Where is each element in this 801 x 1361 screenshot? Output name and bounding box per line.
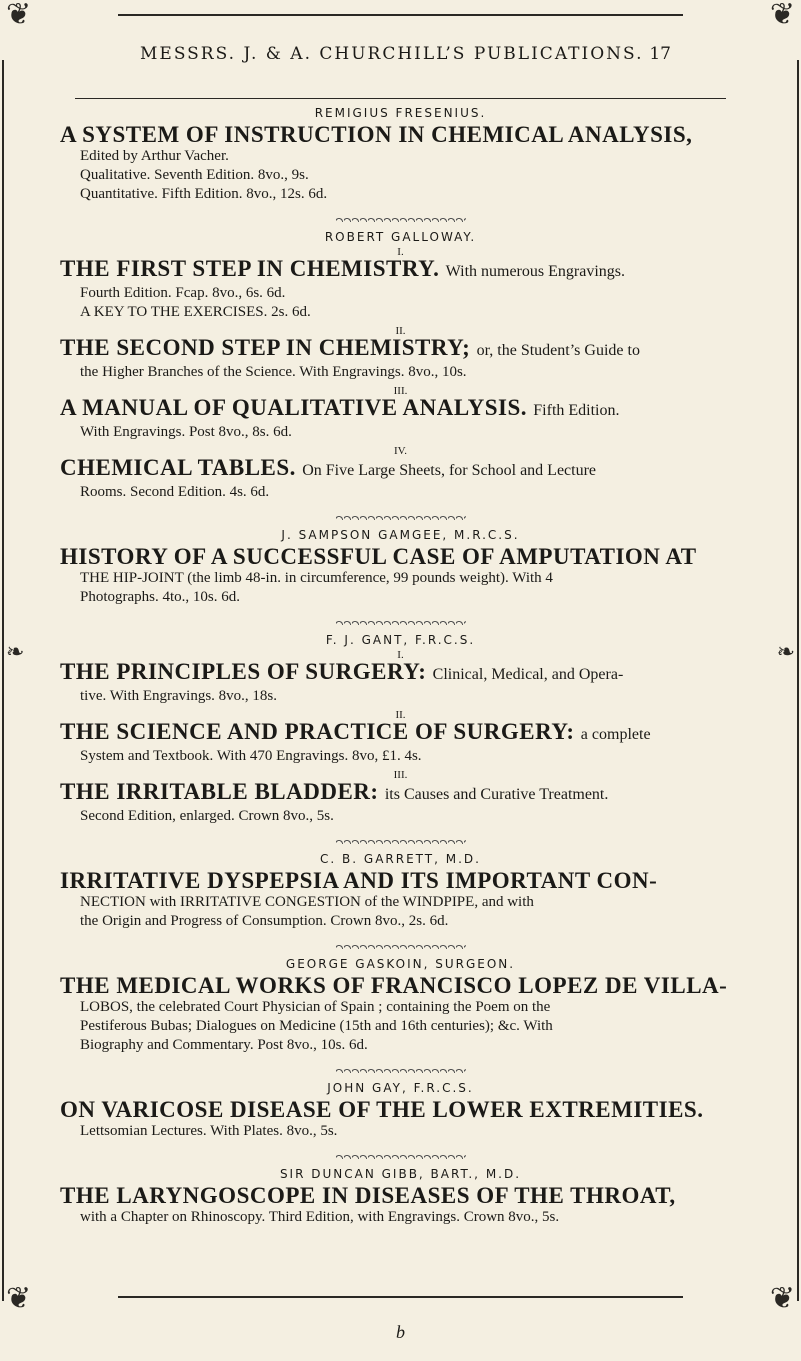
book-title-text: THE SECOND STEP IN CHEMISTRY; xyxy=(60,335,471,360)
book-title xyxy=(60,868,741,893)
book-title-text: ON VARICOSE DISEASE OF THE LOWER EXTREMITIES. xyxy=(60,1097,704,1122)
book-title xyxy=(60,455,741,483)
top-right-ornament-icon: ❦ xyxy=(769,0,795,32)
book-description-line: tive. With Engravings. 8vo., 18s. xyxy=(80,688,278,704)
book-description-line: the Origin and Progress of Consumption. Crown 8vo., 2s. 6d. xyxy=(80,913,449,929)
book-description-line: NECTION with IRRITATIVE CONGESTION of the WINDPIPE, and with xyxy=(80,894,534,910)
book-title-text: THE MEDICAL WORKS OF FRANCISCO LOPEZ DE VILLA- xyxy=(60,973,728,998)
book-title-text: THE FIRST STEP IN CHEMISTRY. xyxy=(60,256,440,281)
wavy-divider xyxy=(336,617,466,625)
book-description-line: Second Edition, enlarged. Crown 8vo., 5s. xyxy=(80,808,334,824)
book-title xyxy=(60,779,741,807)
book-entry xyxy=(60,122,741,204)
book-title xyxy=(60,335,741,363)
book-title-text: A SYSTEM OF INSTRUCTION IN CHEMICAL ANALYSIS, xyxy=(60,122,693,147)
running-header xyxy=(140,44,671,64)
entry-numeral: IV. xyxy=(394,445,407,457)
book-entry xyxy=(60,544,741,607)
wavy-divider xyxy=(336,836,466,844)
left-side-flourish-icon: ❧ xyxy=(6,640,25,665)
book-entry xyxy=(60,770,741,826)
author-name: GEORGE GASKOIN, SURGEON. xyxy=(285,957,516,971)
book-title xyxy=(60,395,741,423)
top-left-ornament-icon: ❦ xyxy=(6,0,32,32)
book-description-line: Biography and Commentary. Post 8vo., 10s. 6d. xyxy=(80,1037,368,1053)
book-entry xyxy=(60,247,741,322)
book-title-text: THE SCIENCE AND PRACTICE OF SURGERY: xyxy=(60,719,575,744)
book-title-subtitle: its Causes and Curative Treatment. xyxy=(384,786,609,803)
book-title xyxy=(60,1097,741,1122)
book-title-subtitle: With numerous Engravings. xyxy=(445,263,625,280)
book-entry xyxy=(60,710,741,766)
entry-numeral: II. xyxy=(395,325,406,337)
catalogue-listing xyxy=(60,104,741,1231)
author-name: JOHN GAY, F.R.C.S. xyxy=(327,1081,474,1095)
book-description-line: LOBOS, the celebrated Court Physician of Spain ; containing the Poem on the xyxy=(80,999,551,1015)
book-title-text: THE PRINCIPLES OF SURGERY: xyxy=(60,659,427,684)
book-title-text: HISTORY OF A SUCCESSFUL CASE OF AMPUTATION AT xyxy=(60,544,697,569)
bottom-left-ornament-icon: ❦ xyxy=(6,1281,32,1316)
book-description-line: Qualitative. Seventh Edition. 8vo., 9s. xyxy=(80,167,309,183)
top-ornament-rule xyxy=(118,14,683,16)
book-description-line: System and Textbook. With 470 Engravings. 8vo, £1. 4s. xyxy=(80,748,422,764)
book-description-line: Lettsomian Lectures. With Plates. 8vo., 5s. xyxy=(80,1123,338,1139)
book-description-line: Photographs. 4to., 10s. 6d. xyxy=(80,589,241,605)
book-description-line: Fourth Edition. Fcap. 8vo., 6s. 6d. xyxy=(80,285,286,301)
author-name: SIR DUNCAN GIBB, BART., M.D. xyxy=(279,1167,522,1181)
book-title xyxy=(60,256,741,284)
book-title-subtitle: On Five Large Sheets, for School and Lecture xyxy=(302,462,597,479)
wavy-divider xyxy=(336,512,466,520)
book-title xyxy=(60,544,741,569)
book-title-text: CHEMICAL TABLES. xyxy=(60,455,296,480)
book-title xyxy=(60,1183,741,1208)
bottom-ornament-rule xyxy=(118,1296,683,1298)
header-divider xyxy=(75,98,726,99)
entry-numeral: III. xyxy=(393,385,408,397)
left-border-ornament xyxy=(2,60,25,1301)
book-description-line: A KEY TO THE EXERCISES. 2s. 6d. xyxy=(80,304,311,320)
book-title xyxy=(60,973,741,998)
book-title-text: THE LARYNGOSCOPE IN DISEASES OF THE THROAT, xyxy=(60,1183,676,1208)
book-description-line: Edited by Arthur Vacher. xyxy=(80,148,229,164)
author-name: F. J. GANT, F.R.C.S. xyxy=(325,633,476,647)
bottom-right-ornament-icon: ❦ xyxy=(769,1281,795,1316)
book-description-line: Rooms. Second Edition. 4s. 6d. xyxy=(80,484,270,500)
entry-numeral: I. xyxy=(397,649,404,661)
right-side-flourish-icon: ❧ xyxy=(776,640,795,665)
book-entry xyxy=(60,650,741,706)
book-description-line: With Engravings. Post 8vo., 8s. 6d. xyxy=(80,424,292,440)
entry-numeral: I. xyxy=(397,246,404,258)
book-title-subtitle: Clinical, Medical, and Opera- xyxy=(432,666,624,683)
book-entry xyxy=(60,326,741,382)
author-name: ROBERT GALLOWAY. xyxy=(324,230,477,244)
book-description-line: with a Chapter on Rhinoscopy. Third Edition, with Engravings. Crown 8vo., 5s. xyxy=(80,1209,560,1225)
author-name: J. SAMPSON GAMGEE, M.R.C.S. xyxy=(281,528,520,542)
page-number: 17 xyxy=(649,44,671,64)
book-title-text: THE IRRITABLE BLADDER: xyxy=(60,779,379,804)
author-name: C. B. GARRETT, M.D. xyxy=(320,852,481,866)
book-description-line: Pestiferous Bubas; Dialogues on Medicine (15th and 16th centuries); &c. With xyxy=(80,1018,553,1034)
wavy-divider xyxy=(336,941,466,949)
book-entry xyxy=(60,973,741,1055)
book-entry xyxy=(60,1097,741,1141)
running-header-title: MESSRS. J. & A. CHURCHILL’S PUBLICATIONS. xyxy=(140,44,644,64)
book-description-line: THE HIP-JOINT (the limb 48-in. in circumference, 99 pounds weight). With 4 xyxy=(80,570,553,586)
book-title-subtitle: or, the Student’s Guide to xyxy=(476,342,640,359)
book-title-text: IRRITATIVE DYSPEPSIA AND ITS IMPORTANT CON- xyxy=(60,868,658,893)
wavy-divider xyxy=(336,1065,466,1073)
book-title xyxy=(60,719,741,747)
wavy-divider xyxy=(336,214,466,222)
book-entry xyxy=(60,446,741,502)
author-name: REMIGIUS FRESENIUS. xyxy=(314,106,487,120)
book-title-subtitle: Fifth Edition. xyxy=(533,402,620,419)
book-title xyxy=(60,659,741,687)
book-entry xyxy=(60,868,741,931)
book-description-line: the Higher Branches of the Science. With Engravings. 8vo., 10s. xyxy=(80,364,467,380)
right-border-ornament xyxy=(776,60,799,1301)
entry-numeral: III. xyxy=(393,769,408,781)
book-title-subtitle: a complete xyxy=(580,726,651,743)
book-title-text: A MANUAL OF QUALITATIVE ANALYSIS. xyxy=(60,395,528,420)
entry-numeral: II. xyxy=(395,709,406,721)
book-title xyxy=(60,122,741,147)
wavy-divider xyxy=(336,1151,466,1159)
book-description-line: Quantitative. Fifth Edition. 8vo., 12s. 6d. xyxy=(80,186,328,202)
book-entry xyxy=(60,1183,741,1227)
signature-mark: b xyxy=(396,1322,405,1342)
book-entry xyxy=(60,386,741,442)
